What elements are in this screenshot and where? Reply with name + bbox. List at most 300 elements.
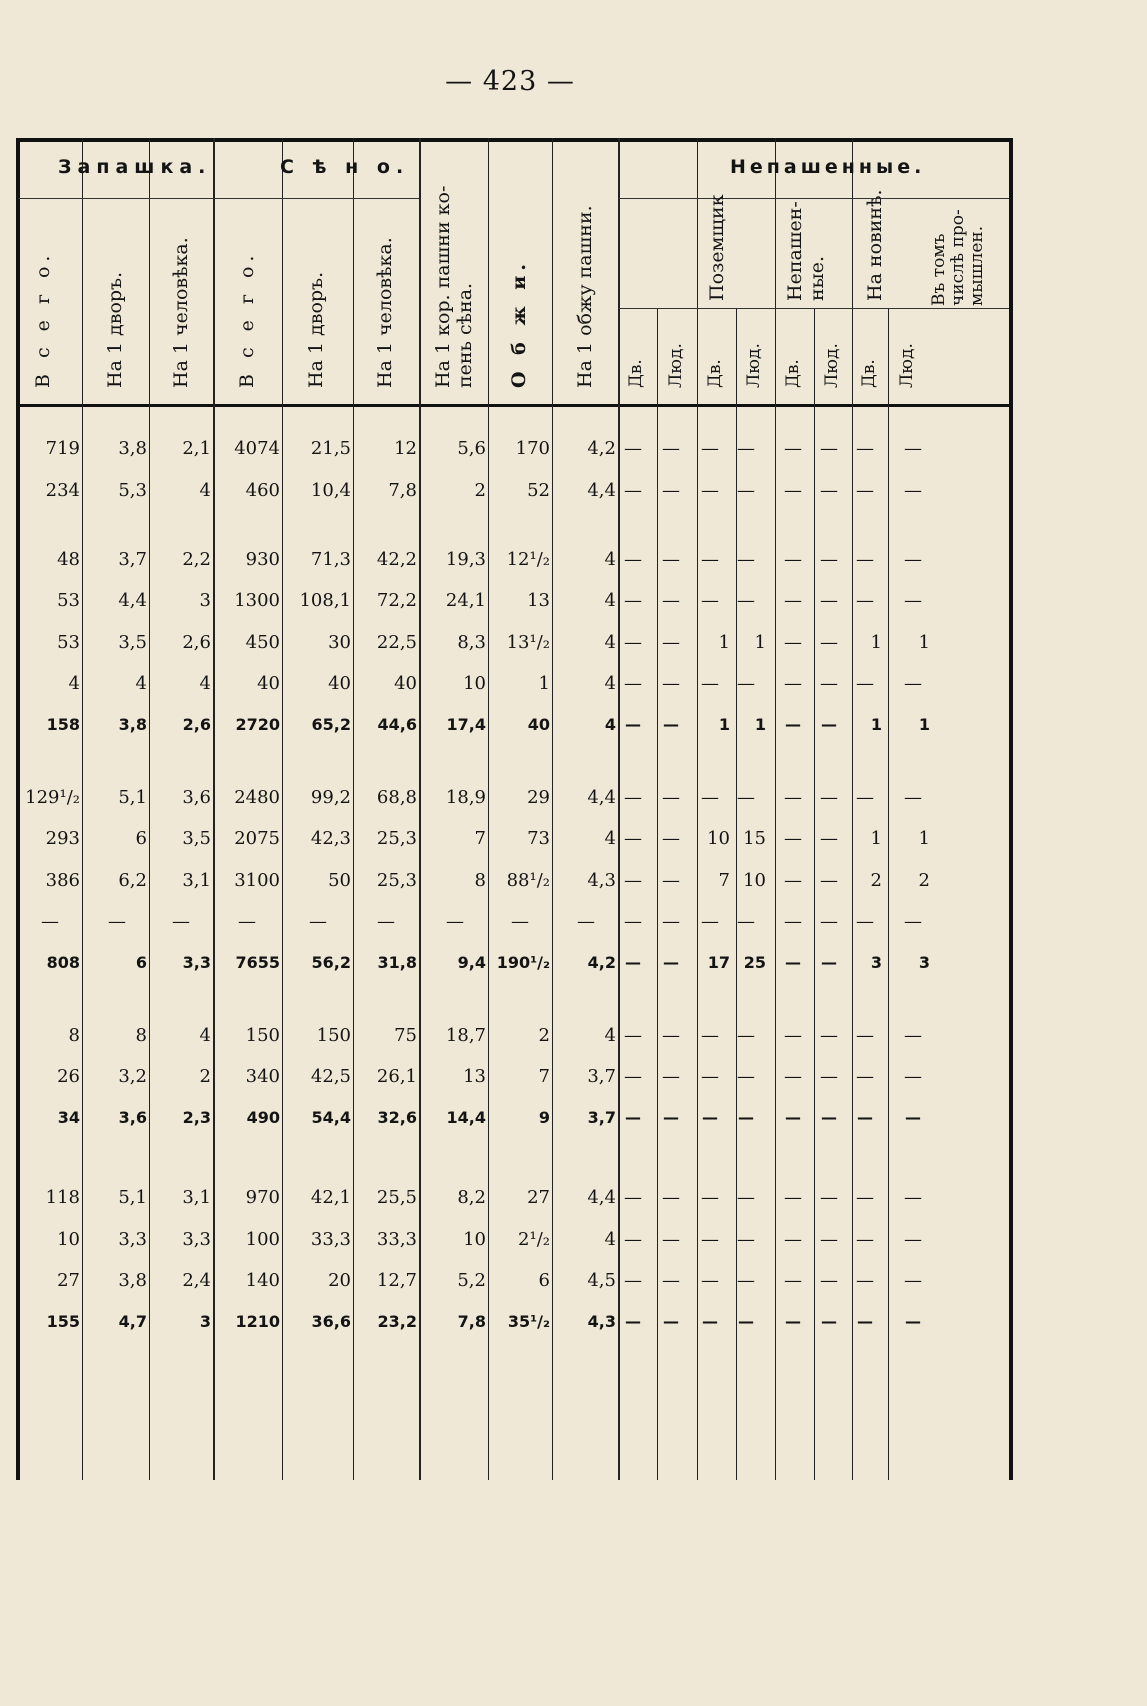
header-lyud: Люд. — [666, 343, 686, 388]
table-cell: 25,3 — [376, 870, 417, 891]
table-cell: — — [625, 715, 641, 734]
table-cell: 4,4 — [118, 590, 147, 611]
table-cell: 34 — [57, 1108, 80, 1127]
table-cell: — — [784, 632, 802, 653]
table-cell: 108,1 — [299, 590, 351, 611]
table-cell: — — [309, 911, 327, 932]
table-cell: — — [662, 828, 680, 849]
column-rule — [282, 138, 283, 1480]
header-lyud: Люд. — [897, 343, 917, 388]
table-cell: — — [820, 1270, 838, 1291]
column-rule — [552, 138, 553, 1480]
table-cell: 490 — [246, 1108, 280, 1127]
table-cell: 42,2 — [376, 549, 417, 570]
table-cell: — — [821, 953, 837, 972]
table-cell: 44,6 — [377, 715, 417, 734]
table-cell: — — [820, 673, 838, 694]
header-na-chel: На 1 человѣка. — [170, 237, 192, 388]
table-cell: 54,4 — [311, 1108, 351, 1127]
table-cell: — — [784, 438, 802, 459]
table-cell: 25 — [743, 953, 766, 972]
table-cell: 10 — [463, 1229, 486, 1250]
table-cell: 5,2 — [457, 1270, 486, 1291]
header-dv: Дв. — [783, 359, 803, 388]
table-cell: 88¹/₂ — [506, 870, 550, 891]
table-cell: 1 — [718, 715, 730, 734]
table-cell: — — [905, 1108, 921, 1127]
table-cell: 2 — [474, 480, 486, 501]
table-cell: — — [856, 1025, 874, 1046]
table-cell: 35¹/₂ — [507, 1312, 550, 1331]
table-cell: 1 — [754, 715, 766, 734]
table-cell: 2,3 — [182, 1108, 211, 1127]
subheader-rule — [618, 308, 1009, 309]
header-lyud: Люд. — [744, 343, 764, 388]
group-title-nepashennye: Непашенные. — [730, 156, 926, 178]
table-cell: 5,3 — [118, 480, 147, 501]
table-cell: — — [820, 1066, 838, 1087]
table-cell: 3,7 — [587, 1066, 616, 1087]
table-cell: 22,5 — [376, 632, 417, 653]
table-cell: 3 — [918, 953, 930, 972]
table-cell: — — [701, 480, 719, 501]
table-cell: — — [785, 953, 801, 972]
table-cell: 40 — [527, 715, 550, 734]
table-cell: 5,1 — [118, 787, 147, 808]
table-cell: — — [784, 590, 802, 611]
table-cell: 42,3 — [310, 828, 351, 849]
table-cell: — — [662, 1270, 680, 1291]
table-cell: — — [904, 1270, 922, 1291]
table-cell: — — [624, 911, 642, 932]
table-cell: — — [856, 590, 874, 611]
table-cell: 155 — [46, 1312, 80, 1331]
table-cell: 33,3 — [310, 1229, 351, 1250]
table-cell: 4 — [604, 590, 616, 611]
table-cell: — — [701, 1270, 719, 1291]
table-cell: 4 — [604, 828, 616, 849]
table-cell: — — [577, 911, 595, 932]
table-cell: 25,3 — [376, 828, 417, 849]
table-cell: 118 — [45, 1187, 80, 1208]
table-cell: 99,2 — [310, 787, 351, 808]
table-cell: 3,2 — [118, 1066, 147, 1087]
table-cell: — — [904, 1025, 922, 1046]
table-cell: 4 — [135, 673, 147, 694]
table-cell: — — [662, 870, 680, 891]
table-cell: 4 — [604, 549, 616, 570]
table-cell: — — [624, 549, 642, 570]
table-cell: — — [821, 715, 837, 734]
column-rule — [353, 138, 354, 1480]
header-na-obzhu: На 1 обжу пашни. — [574, 205, 596, 388]
table-cell: 150 — [245, 1025, 280, 1046]
table-cell: 8 — [474, 870, 486, 891]
table-cell: — — [737, 1066, 755, 1087]
table-cell: 2,6 — [182, 715, 211, 734]
table-cell: — — [663, 953, 679, 972]
table-cell: — — [41, 911, 59, 932]
table-cell: — — [820, 828, 838, 849]
table-cell: — — [624, 787, 642, 808]
table-cell: 40 — [257, 673, 280, 694]
table-cell: 1210 — [235, 1312, 280, 1331]
table-cell: 3,8 — [118, 715, 147, 734]
table-cell: 970 — [245, 1187, 280, 1208]
table-cell: — — [737, 1187, 755, 1208]
table-cell: 23,2 — [377, 1312, 417, 1331]
table-cell: — — [701, 787, 719, 808]
table-cell: 29 — [527, 787, 550, 808]
header-lyud: Люд. — [822, 343, 842, 388]
table-cell: 170 — [515, 438, 550, 459]
table-cell: — — [624, 828, 642, 849]
table-cell: — — [856, 480, 874, 501]
column-rule — [149, 138, 150, 1480]
table-cell: 12 — [394, 438, 417, 459]
table-cell: 7 — [538, 1066, 550, 1087]
table-cell: 4 — [199, 673, 211, 694]
table-cell: 3,5 — [118, 632, 147, 653]
table-cell: — — [238, 911, 256, 932]
table-cell: 808 — [46, 953, 80, 972]
table-cell: 8,2 — [457, 1187, 486, 1208]
table-cell: 6 — [135, 828, 147, 849]
table-cell: — — [701, 1229, 719, 1250]
table-cell: 72,2 — [376, 590, 417, 611]
table-cell: 17,4 — [446, 715, 486, 734]
table-cell: 26,1 — [376, 1066, 417, 1087]
table-cell: — — [662, 911, 680, 932]
header-obzhi: О б ж и. — [508, 259, 530, 388]
table-cell: — — [737, 911, 755, 932]
table-cell: — — [905, 1312, 921, 1331]
table-cell: — — [737, 438, 755, 459]
table-cell: 9 — [538, 1108, 550, 1127]
table-cell: 4 — [604, 1229, 616, 1250]
table-cell: 1 — [918, 828, 930, 849]
table-cell: — — [624, 632, 642, 653]
table-cell: 3,8 — [118, 1270, 147, 1291]
group-rule — [419, 138, 421, 1480]
table-cell: — — [662, 549, 680, 570]
table-cell: 2 — [918, 870, 930, 891]
table-cell: — — [856, 673, 874, 694]
table-cell: 1 — [918, 632, 930, 653]
table-cell: — — [446, 911, 464, 932]
table-cell: — — [624, 590, 642, 611]
table-cell: 190¹/₂ — [496, 953, 550, 972]
table-cell: 2,1 — [182, 438, 211, 459]
table-cell: 293 — [45, 828, 80, 849]
table-cell: 1 — [754, 632, 766, 653]
column-rule — [775, 138, 776, 1480]
table-cell: 2¹/₂ — [518, 1229, 550, 1250]
table-cell: — — [662, 1229, 680, 1250]
table-cell: 18,9 — [445, 787, 486, 808]
table-cell: 8 — [68, 1025, 80, 1046]
table-cell: — — [737, 1270, 755, 1291]
table-cell: — — [701, 1025, 719, 1046]
table-cell: 7,8 — [457, 1312, 486, 1331]
table-cell: — — [737, 480, 755, 501]
table-cell: 1 — [918, 715, 930, 734]
table-cell: 26 — [57, 1066, 80, 1087]
table-cell: 150 — [316, 1025, 351, 1046]
table-cell: — — [662, 1025, 680, 1046]
table-cell: — — [904, 590, 922, 611]
table-cell: 1 — [718, 632, 730, 653]
table-cell: — — [737, 787, 755, 808]
table-cell: 4 — [199, 480, 211, 501]
table-cell: 14,4 — [446, 1108, 486, 1127]
table-cell: — — [701, 673, 719, 694]
table-cell: — — [625, 1108, 641, 1127]
table-cell: — — [820, 911, 838, 932]
header-nepash: Непашен- ные. — [784, 201, 828, 301]
table-cell: — — [663, 1312, 679, 1331]
table-cell: 2,4 — [182, 1270, 211, 1291]
table-cell: — — [785, 715, 801, 734]
table-cell: — — [821, 1108, 837, 1127]
header-kopen: На 1 кор. пашни ко- пень сѣна. — [432, 185, 476, 388]
group-title-zapashka: Запашка. — [58, 156, 212, 178]
table-cell: — — [856, 911, 874, 932]
table-cell: 24,1 — [445, 590, 486, 611]
table-cell: 10,4 — [310, 480, 351, 501]
table-cell: 15 — [743, 828, 766, 849]
header-dv: Дв. — [705, 359, 725, 388]
table-cell: — — [784, 1270, 802, 1291]
table-cell: — — [820, 549, 838, 570]
table-cell: — — [784, 673, 802, 694]
table-cell: — — [738, 1312, 754, 1331]
table-cell: 719 — [45, 438, 80, 459]
table-cell: — — [820, 632, 838, 653]
table-cell: 3 — [199, 1312, 211, 1331]
table-cell: 53 — [57, 590, 80, 611]
table-cell: — — [784, 1229, 802, 1250]
table-cell: — — [784, 1066, 802, 1087]
table-cell: — — [821, 1312, 837, 1331]
table-cell: 7 — [474, 828, 486, 849]
table-cell: — — [857, 1108, 873, 1127]
table-cell: — — [662, 590, 680, 611]
table-cell: — — [856, 1066, 874, 1087]
header-vtom: Въ томъ числѣ про- мышлен. — [929, 209, 987, 306]
table-cell: — — [624, 870, 642, 891]
table-cell: — — [624, 480, 642, 501]
table-cell: 4 — [604, 673, 616, 694]
column-rule — [82, 138, 83, 1480]
table-cell: — — [856, 1229, 874, 1250]
table-cell: 2480 — [234, 787, 280, 808]
table-cell: 7 — [718, 870, 730, 891]
table-cell: — — [701, 549, 719, 570]
table-cell: — — [737, 549, 755, 570]
table-cell: 19,3 — [445, 549, 486, 570]
table-cell: 4 — [604, 632, 616, 653]
table-cell: 3,1 — [182, 870, 211, 891]
table-cell: 2 — [870, 870, 882, 891]
table-cell: — — [857, 1312, 873, 1331]
table-cell: — — [784, 870, 802, 891]
table-cell: — — [904, 1187, 922, 1208]
table-cell: 4 — [199, 1025, 211, 1046]
table-cell: — — [624, 438, 642, 459]
table-cell: 4,3 — [587, 870, 616, 891]
table-cell: 36,6 — [311, 1312, 351, 1331]
table-cell: — — [738, 1108, 754, 1127]
table-cell: 234 — [45, 480, 80, 501]
table-cell: 100 — [245, 1229, 280, 1250]
table-cell: 4,5 — [587, 1270, 616, 1291]
table-cell: 3100 — [234, 870, 280, 891]
table-cell: 6 — [135, 953, 147, 972]
table-cell: 10 — [463, 673, 486, 694]
table-cell: — — [785, 1108, 801, 1127]
table-cell: — — [784, 1187, 802, 1208]
table-cell: — — [702, 1108, 718, 1127]
table-cell: — — [820, 870, 838, 891]
table-cell: — — [856, 787, 874, 808]
table-cell: — — [662, 673, 680, 694]
table-cell: — — [785, 1312, 801, 1331]
header-vsego: В с е г о. — [32, 250, 54, 388]
table-cell: 3,3 — [182, 953, 211, 972]
table-cell: 13 — [527, 590, 550, 611]
table-cell: — — [820, 1229, 838, 1250]
table-cell: 2720 — [235, 715, 280, 734]
table-cell: 4 — [604, 715, 616, 734]
table-cell: 3,8 — [118, 438, 147, 459]
table-cell: — — [784, 1025, 802, 1046]
table-cell: 2,2 — [182, 549, 211, 570]
table-cell: — — [784, 828, 802, 849]
header-novin: На новинѣ. — [864, 189, 886, 301]
table-cell: 4 — [68, 673, 80, 694]
table-cell: — — [820, 590, 838, 611]
table-cell: 158 — [46, 715, 80, 734]
table-cell: 52 — [527, 480, 550, 501]
table-cell: 6,2 — [118, 870, 147, 891]
table-cell: 5,1 — [118, 1187, 147, 1208]
table-cell: 6 — [538, 1270, 550, 1291]
table-cell: 3,3 — [118, 1229, 147, 1250]
table-cell: 65,2 — [311, 715, 351, 734]
table-cell: 340 — [245, 1066, 280, 1087]
table-cell: — — [701, 1187, 719, 1208]
table-cell: 56,2 — [311, 953, 351, 972]
table-cell: 1300 — [234, 590, 280, 611]
table-cell: 4,4 — [587, 480, 616, 501]
table-cell: 2 — [199, 1066, 211, 1087]
table-cell: 3,7 — [118, 549, 147, 570]
table-cell: 32,6 — [377, 1108, 417, 1127]
group-underline — [18, 198, 419, 199]
table-cell: — — [624, 673, 642, 694]
table-cell: — — [377, 911, 395, 932]
table-cell: 13 — [463, 1066, 486, 1087]
column-rule — [488, 138, 489, 1480]
table-cell: 4,3 — [587, 1312, 616, 1331]
table-cell: 12,7 — [376, 1270, 417, 1291]
group-underline — [618, 198, 1009, 199]
statistics-table — [18, 138, 1013, 1480]
table-cell: 4,7 — [118, 1312, 147, 1331]
table-cell: — — [820, 1025, 838, 1046]
table-cell: 13¹/₂ — [506, 632, 550, 653]
table-cell: 1 — [538, 673, 550, 694]
table-cell: 129¹/₂ — [25, 787, 80, 808]
header-seno-vsego: В с е г о. — [236, 250, 258, 388]
table-cell: 53 — [57, 632, 80, 653]
table-cell: 2,6 — [182, 632, 211, 653]
table-cell: 8 — [135, 1025, 147, 1046]
table-cell: 48 — [57, 549, 80, 570]
header-dv: Дв. — [859, 359, 879, 388]
table-cell: 31,8 — [377, 953, 417, 972]
header-dv: Дв. — [626, 359, 646, 388]
table-cell: — — [904, 480, 922, 501]
table-cell: 42,5 — [310, 1066, 351, 1087]
table-cell: 7,8 — [388, 480, 417, 501]
table-cell: 9,4 — [457, 953, 486, 972]
table-cell: — — [904, 787, 922, 808]
table-cell: 1 — [870, 715, 882, 734]
table-cell: — — [737, 673, 755, 694]
table-cell: — — [663, 1108, 679, 1127]
table-cell: — — [856, 1187, 874, 1208]
table-cell: — — [904, 673, 922, 694]
table-cell: — — [784, 787, 802, 808]
table-cell: — — [625, 1312, 641, 1331]
table-cell: 27 — [527, 1187, 550, 1208]
table-cell: — — [737, 1229, 755, 1250]
table-cell: 4,2 — [587, 438, 616, 459]
table-cell: — — [663, 715, 679, 734]
table-cell: — — [511, 911, 529, 932]
table-cell: 17 — [707, 953, 730, 972]
table-cell: — — [662, 632, 680, 653]
table-cell: 40 — [394, 673, 417, 694]
table-cell: 27 — [57, 1270, 80, 1291]
table-cell: 3,3 — [182, 1229, 211, 1250]
table-cell: 2 — [538, 1025, 550, 1046]
page-number: — 423 — — [445, 66, 575, 97]
header-seno-chel: На 1 человѣка. — [374, 237, 396, 388]
table-cell: — — [784, 480, 802, 501]
table-cell: 3,6 — [182, 787, 211, 808]
table-cell: — — [624, 1270, 642, 1291]
table-cell: 68,8 — [376, 787, 417, 808]
table-cell: — — [820, 1187, 838, 1208]
table-cell: 12¹/₂ — [506, 549, 550, 570]
table-cell: 40 — [328, 673, 351, 694]
table-cell: — — [737, 1025, 755, 1046]
table-cell: 50 — [328, 870, 351, 891]
table-cell: 386 — [45, 870, 80, 891]
table-cell: — — [784, 911, 802, 932]
table-cell: — — [856, 1270, 874, 1291]
table-cell: 10 — [707, 828, 730, 849]
table-cell: 450 — [245, 632, 280, 653]
table-cell: 2075 — [234, 828, 280, 849]
table-cell: 3 — [199, 590, 211, 611]
table-cell: — — [820, 480, 838, 501]
table-cell: 71,3 — [310, 549, 351, 570]
table-cell: — — [172, 911, 190, 932]
